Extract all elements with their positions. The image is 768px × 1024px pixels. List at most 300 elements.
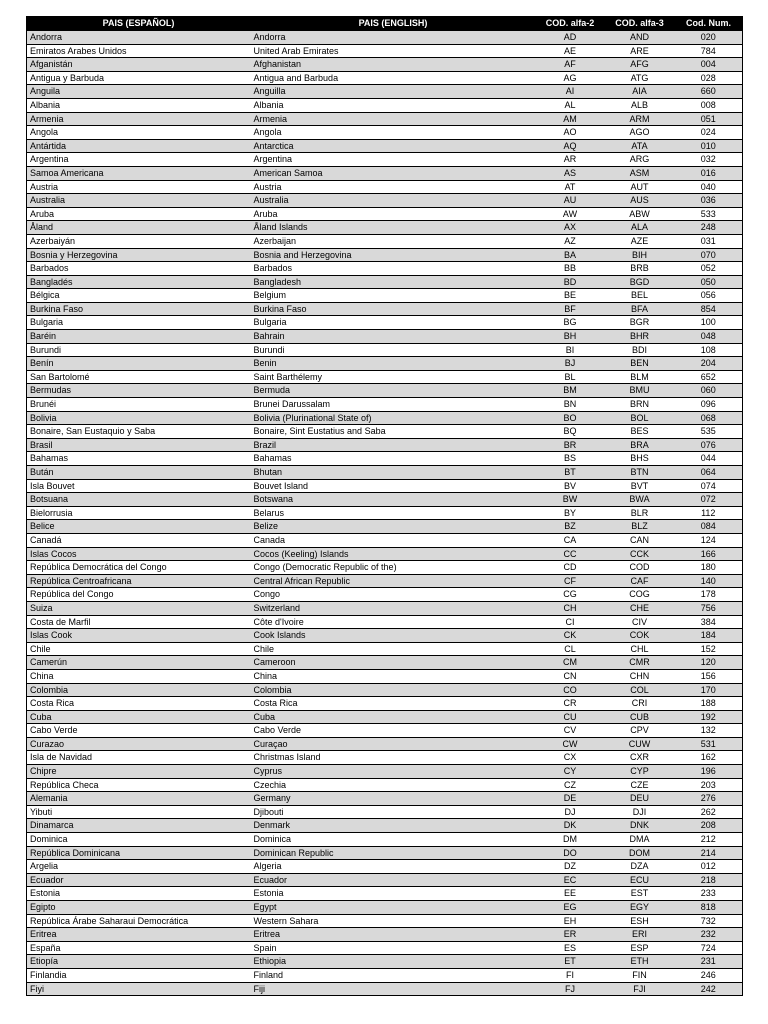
country-codes-sheet bbox=[26, 16, 742, 996]
table-row bbox=[27, 98, 743, 112]
table-row bbox=[27, 697, 743, 711]
cell-cod-alfa-3: CXR bbox=[605, 751, 675, 765]
cell-pais-english: Christmas Island bbox=[251, 751, 536, 765]
cell-cod-alfa-2: FJ bbox=[536, 982, 605, 996]
cell-pais-english: Chile bbox=[251, 642, 536, 656]
cell-pais-english: Central African Republic bbox=[251, 574, 536, 588]
cell-cod-num: 535 bbox=[675, 425, 743, 439]
cell-cod-num: 231 bbox=[675, 955, 743, 969]
table-row bbox=[27, 533, 743, 547]
table-row bbox=[27, 656, 743, 670]
cell-cod-alfa-2: AO bbox=[536, 126, 605, 140]
cell-pais-espanol: Finlandia bbox=[27, 968, 251, 982]
cell-cod-alfa-2: CM bbox=[536, 656, 605, 670]
cell-pais-english: Curaçao bbox=[251, 737, 536, 751]
cell-pais-english: Fiji bbox=[251, 982, 536, 996]
table-row bbox=[27, 819, 743, 833]
cell-cod-num: 008 bbox=[675, 98, 743, 112]
cell-pais-espanol: Curazao bbox=[27, 737, 251, 751]
cell-cod-num: 242 bbox=[675, 982, 743, 996]
cell-cod-alfa-3: BOL bbox=[605, 411, 675, 425]
cell-cod-alfa-2: CG bbox=[536, 588, 605, 602]
cell-pais-espanol: Bahamas bbox=[27, 452, 251, 466]
table-row bbox=[27, 248, 743, 262]
cell-pais-english: Argentina bbox=[251, 153, 536, 167]
table-row bbox=[27, 207, 743, 221]
cell-cod-alfa-2: BZ bbox=[536, 520, 605, 534]
cell-cod-alfa-3: CUB bbox=[605, 710, 675, 724]
cell-pais-english: Congo (Democratic Republic of the) bbox=[251, 561, 536, 575]
cell-cod-num: 232 bbox=[675, 928, 743, 942]
cell-cod-alfa-3: AUT bbox=[605, 180, 675, 194]
cell-cod-num: 152 bbox=[675, 642, 743, 656]
cell-pais-english: Antarctica bbox=[251, 139, 536, 153]
cell-cod-alfa-2: AT bbox=[536, 180, 605, 194]
cell-pais-english: Belarus bbox=[251, 506, 536, 520]
cell-pais-english: Cocos (Keeling) Islands bbox=[251, 547, 536, 561]
cell-cod-alfa-3: CHL bbox=[605, 642, 675, 656]
cell-cod-num: 166 bbox=[675, 547, 743, 561]
cell-cod-alfa-3: ECU bbox=[605, 873, 675, 887]
cell-cod-alfa-2: BO bbox=[536, 411, 605, 425]
table-row bbox=[27, 262, 743, 276]
cell-pais-espanol: Samoa Americana bbox=[27, 166, 251, 180]
cell-pais-espanol: Emiratos Arabes Unidos bbox=[27, 44, 251, 58]
cell-pais-espanol: República Centroafricana bbox=[27, 574, 251, 588]
table-row bbox=[27, 873, 743, 887]
cell-pais-english: Dominica bbox=[251, 833, 536, 847]
cell-cod-alfa-3: CYP bbox=[605, 765, 675, 779]
table-body bbox=[27, 31, 743, 996]
cell-cod-alfa-3: ALA bbox=[605, 221, 675, 235]
cell-pais-espanol: Canadá bbox=[27, 533, 251, 547]
cell-pais-english: Antigua and Barbuda bbox=[251, 71, 536, 85]
table-row bbox=[27, 506, 743, 520]
cell-cod-alfa-3: DJI bbox=[605, 805, 675, 819]
table-row bbox=[27, 234, 743, 248]
cell-cod-alfa-2: BH bbox=[536, 330, 605, 344]
cell-cod-alfa-2: EG bbox=[536, 901, 605, 915]
cell-pais-espanol: España bbox=[27, 941, 251, 955]
table-row bbox=[27, 792, 743, 806]
cell-cod-num: 028 bbox=[675, 71, 743, 85]
cell-pais-espanol: Antigua y Barbuda bbox=[27, 71, 251, 85]
cell-pais-espanol: Barbados bbox=[27, 262, 251, 276]
cell-cod-alfa-2: DZ bbox=[536, 860, 605, 874]
cell-pais-english: Djibouti bbox=[251, 805, 536, 819]
cell-cod-alfa-3: BFA bbox=[605, 302, 675, 316]
table-row bbox=[27, 316, 743, 330]
cell-cod-alfa-3: BEN bbox=[605, 357, 675, 371]
cell-cod-alfa-3: BRB bbox=[605, 262, 675, 276]
cell-pais-english: Bonaire, Sint Eustatius and Saba bbox=[251, 425, 536, 439]
cell-pais-english: Bangladesh bbox=[251, 275, 536, 289]
cell-cod-num: 724 bbox=[675, 941, 743, 955]
cell-cod-alfa-2: CY bbox=[536, 765, 605, 779]
cell-pais-english: Belgium bbox=[251, 289, 536, 303]
cell-pais-espanol: Aruba bbox=[27, 207, 251, 221]
cell-cod-num: 024 bbox=[675, 126, 743, 140]
cell-cod-num: 184 bbox=[675, 629, 743, 643]
cell-cod-num: 192 bbox=[675, 710, 743, 724]
cell-pais-english: Burundi bbox=[251, 343, 536, 357]
cell-cod-alfa-3: ALB bbox=[605, 98, 675, 112]
cell-cod-alfa-2: BD bbox=[536, 275, 605, 289]
cell-pais-espanol: Åland bbox=[27, 221, 251, 235]
cell-pais-espanol: Botsuana bbox=[27, 493, 251, 507]
header-pais-espanol: PAIS (ESPAÑOL) bbox=[27, 17, 251, 31]
cell-cod-alfa-3: CAN bbox=[605, 533, 675, 547]
table-row bbox=[27, 221, 743, 235]
cell-cod-num: 660 bbox=[675, 85, 743, 99]
cell-cod-num: 020 bbox=[675, 31, 743, 45]
table-row bbox=[27, 629, 743, 643]
cell-cod-alfa-3: CUW bbox=[605, 737, 675, 751]
table-row bbox=[27, 438, 743, 452]
cell-pais-english: Afghanistan bbox=[251, 58, 536, 72]
table-row bbox=[27, 370, 743, 384]
table-row bbox=[27, 425, 743, 439]
cell-cod-alfa-3: ABW bbox=[605, 207, 675, 221]
cell-pais-espanol: Isla de Navidad bbox=[27, 751, 251, 765]
cell-cod-num: 010 bbox=[675, 139, 743, 153]
cell-cod-num: 120 bbox=[675, 656, 743, 670]
table-row bbox=[27, 601, 743, 615]
cell-pais-espanol: Camerún bbox=[27, 656, 251, 670]
cell-cod-num: 384 bbox=[675, 615, 743, 629]
table-row bbox=[27, 846, 743, 860]
table-row bbox=[27, 398, 743, 412]
cell-pais-espanol: Brasil bbox=[27, 438, 251, 452]
cell-cod-num: 248 bbox=[675, 221, 743, 235]
cell-cod-num: 818 bbox=[675, 901, 743, 915]
table-row bbox=[27, 941, 743, 955]
cell-pais-espanol: Anguila bbox=[27, 85, 251, 99]
cell-pais-english: Bouvet Island bbox=[251, 479, 536, 493]
table-row bbox=[27, 901, 743, 915]
cell-pais-english: Spain bbox=[251, 941, 536, 955]
table-row bbox=[27, 71, 743, 85]
cell-cod-alfa-3: FIN bbox=[605, 968, 675, 982]
cell-pais-espanol: Bonaire, San Eustaquio y Saba bbox=[27, 425, 251, 439]
cell-pais-espanol: República Árabe Saharaui Democrática bbox=[27, 914, 251, 928]
cell-cod-num: 036 bbox=[675, 194, 743, 208]
cell-pais-english: Åland Islands bbox=[251, 221, 536, 235]
cell-cod-alfa-2: CL bbox=[536, 642, 605, 656]
table-row bbox=[27, 669, 743, 683]
cell-cod-alfa-2: BG bbox=[536, 316, 605, 330]
cell-pais-english: Western Sahara bbox=[251, 914, 536, 928]
cell-pais-espanol: Bélgica bbox=[27, 289, 251, 303]
cell-cod-num: 048 bbox=[675, 330, 743, 344]
cell-pais-espanol: Australia bbox=[27, 194, 251, 208]
cell-cod-num: 132 bbox=[675, 724, 743, 738]
cell-pais-espanol: Argentina bbox=[27, 153, 251, 167]
cell-pais-espanol: Costa de Marfil bbox=[27, 615, 251, 629]
table-row bbox=[27, 710, 743, 724]
cell-pais-english: Barbados bbox=[251, 262, 536, 276]
cell-pais-espanol: China bbox=[27, 669, 251, 683]
cell-cod-num: 072 bbox=[675, 493, 743, 507]
header-cod-num: Cod. Num. bbox=[675, 17, 743, 31]
cell-cod-alfa-2: AM bbox=[536, 112, 605, 126]
cell-cod-alfa-2: CR bbox=[536, 697, 605, 711]
cell-cod-alfa-3: COD bbox=[605, 561, 675, 575]
table-row bbox=[27, 805, 743, 819]
table-row bbox=[27, 384, 743, 398]
cell-cod-alfa-3: BGD bbox=[605, 275, 675, 289]
cell-cod-alfa-2: BT bbox=[536, 466, 605, 480]
table-row bbox=[27, 302, 743, 316]
cell-pais-espanol: Antártida bbox=[27, 139, 251, 153]
cell-cod-alfa-3: BWA bbox=[605, 493, 675, 507]
cell-pais-english: Austria bbox=[251, 180, 536, 194]
cell-cod-alfa-3: BIH bbox=[605, 248, 675, 262]
cell-cod-alfa-3: BRA bbox=[605, 438, 675, 452]
cell-pais-espanol: República del Congo bbox=[27, 588, 251, 602]
cell-cod-alfa-3: CHE bbox=[605, 601, 675, 615]
cell-cod-alfa-3: DZA bbox=[605, 860, 675, 874]
cell-pais-english: Azerbaijan bbox=[251, 234, 536, 248]
table-row bbox=[27, 153, 743, 167]
table-row bbox=[27, 289, 743, 303]
cell-cod-alfa-2: CN bbox=[536, 669, 605, 683]
cell-pais-espanol: Burkina Faso bbox=[27, 302, 251, 316]
cell-pais-espanol: Albania bbox=[27, 98, 251, 112]
cell-cod-num: 031 bbox=[675, 234, 743, 248]
cell-pais-english: Bolivia (Plurinational State of) bbox=[251, 411, 536, 425]
cell-pais-english: Armenia bbox=[251, 112, 536, 126]
header-cod-alfa-2: COD. alfa-2 bbox=[536, 17, 605, 31]
table-row bbox=[27, 180, 743, 194]
cell-cod-alfa-2: BJ bbox=[536, 357, 605, 371]
cell-cod-num: 016 bbox=[675, 166, 743, 180]
cell-cod-alfa-3: ERI bbox=[605, 928, 675, 942]
cell-pais-espanol: Bolivia bbox=[27, 411, 251, 425]
cell-cod-alfa-3: DEU bbox=[605, 792, 675, 806]
table-row bbox=[27, 833, 743, 847]
table-row bbox=[27, 561, 743, 575]
cell-cod-alfa-2: AI bbox=[536, 85, 605, 99]
cell-cod-alfa-2: CI bbox=[536, 615, 605, 629]
header-pais-english: PAIS (ENGLISH) bbox=[251, 17, 536, 31]
table-row bbox=[27, 642, 743, 656]
cell-cod-alfa-3: COG bbox=[605, 588, 675, 602]
cell-pais-espanol: Andorra bbox=[27, 31, 251, 45]
cell-pais-espanol: Eritrea bbox=[27, 928, 251, 942]
cell-cod-num: 218 bbox=[675, 873, 743, 887]
cell-cod-num: 533 bbox=[675, 207, 743, 221]
cell-cod-num: 068 bbox=[675, 411, 743, 425]
table-row bbox=[27, 330, 743, 344]
cell-cod-alfa-3: BRN bbox=[605, 398, 675, 412]
table-row bbox=[27, 588, 743, 602]
cell-pais-english: Bulgaria bbox=[251, 316, 536, 330]
cell-pais-english: Cameroon bbox=[251, 656, 536, 670]
table-row bbox=[27, 411, 743, 425]
cell-cod-alfa-2: AL bbox=[536, 98, 605, 112]
cell-cod-alfa-2: CH bbox=[536, 601, 605, 615]
table-row bbox=[27, 928, 743, 942]
table-row bbox=[27, 968, 743, 982]
cell-pais-espanol: Chile bbox=[27, 642, 251, 656]
cell-cod-alfa-3: AUS bbox=[605, 194, 675, 208]
cell-pais-espanol: Bangladés bbox=[27, 275, 251, 289]
cell-cod-num: 012 bbox=[675, 860, 743, 874]
cell-cod-alfa-2: CA bbox=[536, 533, 605, 547]
header-cod-alfa-3: COD. alfa-3 bbox=[605, 17, 675, 31]
cell-pais-english: Belize bbox=[251, 520, 536, 534]
cell-cod-alfa-3: BLZ bbox=[605, 520, 675, 534]
cell-cod-alfa-2: AE bbox=[536, 44, 605, 58]
cell-cod-num: 204 bbox=[675, 357, 743, 371]
table-row bbox=[27, 194, 743, 208]
cell-pais-english: Cook Islands bbox=[251, 629, 536, 643]
cell-pais-english: Ecuador bbox=[251, 873, 536, 887]
table-row bbox=[27, 139, 743, 153]
cell-pais-espanol: República Checa bbox=[27, 778, 251, 792]
cell-cod-num: 262 bbox=[675, 805, 743, 819]
cell-cod-alfa-3: ARE bbox=[605, 44, 675, 58]
cell-cod-alfa-2: ET bbox=[536, 955, 605, 969]
cell-pais-espanol: Dinamarca bbox=[27, 819, 251, 833]
cell-cod-alfa-3: AIA bbox=[605, 85, 675, 99]
cell-cod-alfa-2: BQ bbox=[536, 425, 605, 439]
cell-cod-alfa-3: AZE bbox=[605, 234, 675, 248]
cell-cod-num: 156 bbox=[675, 669, 743, 683]
cell-cod-alfa-2: CF bbox=[536, 574, 605, 588]
cell-cod-num: 246 bbox=[675, 968, 743, 982]
cell-cod-num: 051 bbox=[675, 112, 743, 126]
cell-cod-num: 040 bbox=[675, 180, 743, 194]
cell-pais-espanol: Bielorrusia bbox=[27, 506, 251, 520]
cell-pais-english: Ethiopia bbox=[251, 955, 536, 969]
cell-pais-english: Albania bbox=[251, 98, 536, 112]
cell-pais-espanol: Etiopía bbox=[27, 955, 251, 969]
cell-cod-num: 124 bbox=[675, 533, 743, 547]
cell-cod-num: 188 bbox=[675, 697, 743, 711]
table-header bbox=[27, 17, 743, 31]
table-row bbox=[27, 765, 743, 779]
cell-cod-alfa-2: CW bbox=[536, 737, 605, 751]
cell-cod-alfa-3: BMU bbox=[605, 384, 675, 398]
cell-pais-espanol: Isla Bouvet bbox=[27, 479, 251, 493]
cell-cod-alfa-3: BHR bbox=[605, 330, 675, 344]
cell-cod-alfa-2: BS bbox=[536, 452, 605, 466]
cell-cod-alfa-3: BEL bbox=[605, 289, 675, 303]
cell-cod-alfa-2: CU bbox=[536, 710, 605, 724]
header-row bbox=[27, 17, 743, 31]
cell-pais-espanol: Afganistán bbox=[27, 58, 251, 72]
cell-cod-alfa-2: CK bbox=[536, 629, 605, 643]
country-codes-table bbox=[26, 16, 743, 996]
cell-cod-alfa-2: AS bbox=[536, 166, 605, 180]
cell-pais-english: Anguilla bbox=[251, 85, 536, 99]
cell-cod-alfa-2: DM bbox=[536, 833, 605, 847]
cell-pais-espanol: Bután bbox=[27, 466, 251, 480]
table-row bbox=[27, 466, 743, 480]
cell-cod-alfa-3: BVT bbox=[605, 479, 675, 493]
cell-cod-alfa-3: EGY bbox=[605, 901, 675, 915]
cell-cod-num: 084 bbox=[675, 520, 743, 534]
cell-cod-alfa-2: AQ bbox=[536, 139, 605, 153]
cell-cod-num: 052 bbox=[675, 262, 743, 276]
cell-pais-english: China bbox=[251, 669, 536, 683]
cell-pais-english: Denmark bbox=[251, 819, 536, 833]
cell-pais-english: American Samoa bbox=[251, 166, 536, 180]
table-row bbox=[27, 275, 743, 289]
cell-cod-alfa-2: ES bbox=[536, 941, 605, 955]
cell-cod-alfa-2: AR bbox=[536, 153, 605, 167]
cell-cod-num: 233 bbox=[675, 887, 743, 901]
cell-cod-alfa-3: ESP bbox=[605, 941, 675, 955]
cell-cod-num: 112 bbox=[675, 506, 743, 520]
cell-pais-english: Algeria bbox=[251, 860, 536, 874]
cell-pais-english: Bahrain bbox=[251, 330, 536, 344]
cell-cod-alfa-3: BDI bbox=[605, 343, 675, 357]
cell-cod-alfa-2: FI bbox=[536, 968, 605, 982]
cell-cod-num: 044 bbox=[675, 452, 743, 466]
cell-cod-num: 208 bbox=[675, 819, 743, 833]
cell-pais-espanol: Yibuti bbox=[27, 805, 251, 819]
cell-pais-espanol: Dominica bbox=[27, 833, 251, 847]
cell-pais-espanol: San Bartolomé bbox=[27, 370, 251, 384]
cell-cod-alfa-3: CZE bbox=[605, 778, 675, 792]
cell-cod-alfa-3: EST bbox=[605, 887, 675, 901]
cell-pais-espanol: Islas Cocos bbox=[27, 547, 251, 561]
cell-pais-english: Czechia bbox=[251, 778, 536, 792]
cell-cod-num: 756 bbox=[675, 601, 743, 615]
cell-cod-alfa-2: CV bbox=[536, 724, 605, 738]
cell-cod-num: 064 bbox=[675, 466, 743, 480]
cell-cod-alfa-3: CMR bbox=[605, 656, 675, 670]
cell-cod-alfa-2: BR bbox=[536, 438, 605, 452]
table-row bbox=[27, 955, 743, 969]
cell-pais-espanol: Bermudas bbox=[27, 384, 251, 398]
cell-pais-espanol: Argelia bbox=[27, 860, 251, 874]
cell-pais-english: Colombia bbox=[251, 683, 536, 697]
cell-pais-english: Egypt bbox=[251, 901, 536, 915]
cell-cod-alfa-2: EC bbox=[536, 873, 605, 887]
cell-cod-alfa-2: DJ bbox=[536, 805, 605, 819]
cell-pais-english: Brunei Darussalam bbox=[251, 398, 536, 412]
cell-pais-english: Cuba bbox=[251, 710, 536, 724]
cell-cod-alfa-3: ETH bbox=[605, 955, 675, 969]
table-row bbox=[27, 520, 743, 534]
cell-cod-alfa-2: BN bbox=[536, 398, 605, 412]
cell-pais-espanol: Islas Cook bbox=[27, 629, 251, 643]
cell-cod-num: 784 bbox=[675, 44, 743, 58]
cell-pais-espanol: Chipre bbox=[27, 765, 251, 779]
cell-cod-alfa-3: BHS bbox=[605, 452, 675, 466]
cell-cod-num: 076 bbox=[675, 438, 743, 452]
cell-cod-alfa-3: ARG bbox=[605, 153, 675, 167]
cell-pais-english: Angola bbox=[251, 126, 536, 140]
cell-cod-alfa-3: CPV bbox=[605, 724, 675, 738]
cell-pais-espanol: República Dominicana bbox=[27, 846, 251, 860]
cell-pais-espanol: Azerbaiyán bbox=[27, 234, 251, 248]
cell-cod-alfa-3: DOM bbox=[605, 846, 675, 860]
cell-cod-alfa-3: CIV bbox=[605, 615, 675, 629]
table-row bbox=[27, 44, 743, 58]
cell-pais-espanol: Colombia bbox=[27, 683, 251, 697]
cell-pais-english: Finland bbox=[251, 968, 536, 982]
cell-cod-num: 070 bbox=[675, 248, 743, 262]
cell-pais-english: Dominican Republic bbox=[251, 846, 536, 860]
table-row bbox=[27, 31, 743, 45]
cell-cod-num: 178 bbox=[675, 588, 743, 602]
cell-cod-alfa-2: BY bbox=[536, 506, 605, 520]
